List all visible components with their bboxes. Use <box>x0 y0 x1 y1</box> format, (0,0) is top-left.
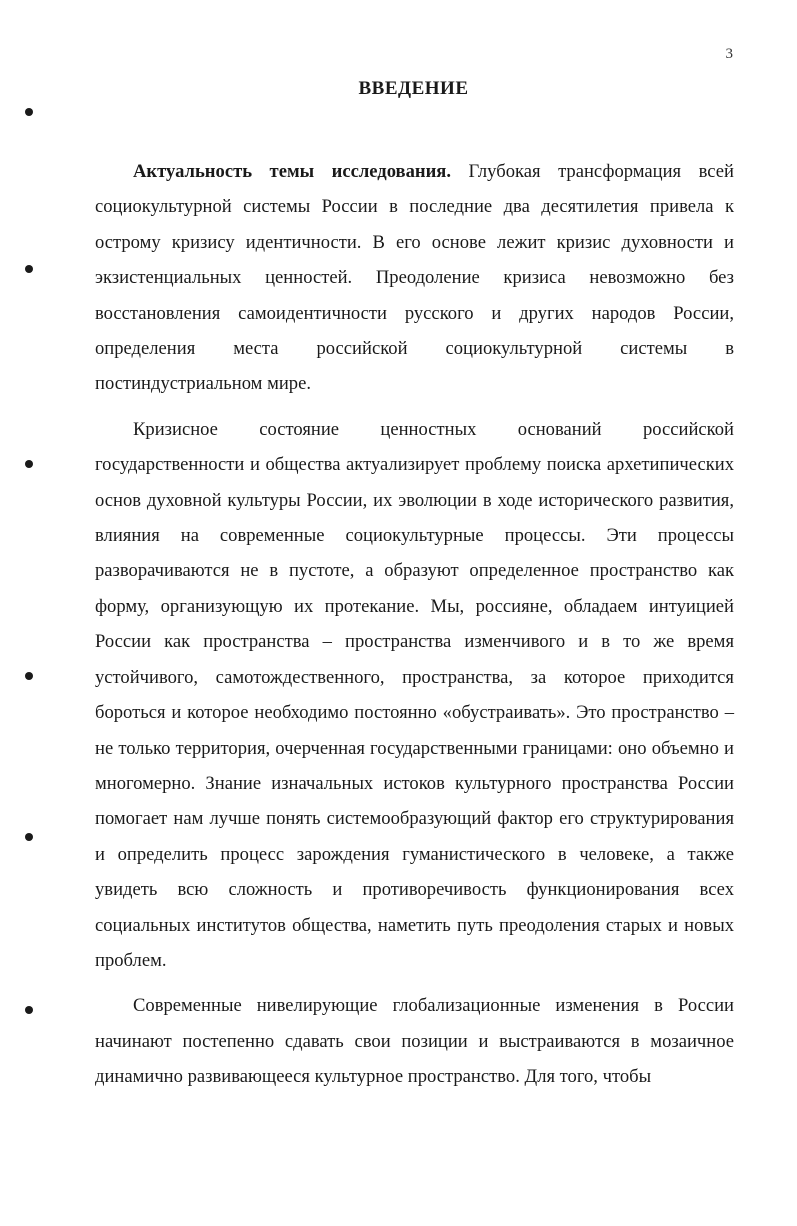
paragraph-globalization: Современные нивелирующие глобализационные изменения в России начинают постепенно сдавать свои позиции и выстраиваются в мозаичное динамично развивающееся культурное пространство. Для того, чтобы <box>95 995 734 1088</box>
punch-hole-mark <box>25 460 33 468</box>
punch-hole-mark <box>25 672 33 680</box>
punch-hole-mark <box>25 833 33 841</box>
page-number: 3 <box>725 46 733 62</box>
paragraph-lead-heading: Актуальность темы исследования. <box>133 161 452 182</box>
punch-hole-mark <box>25 1006 33 1014</box>
document-body <box>95 154 734 1105</box>
punch-hole-mark <box>25 265 33 273</box>
paragraph-crisis: Кризисное состояние ценностных оснований российской государственности и общества актуализирует проблему поиска архетипических основ духовной культуры России, их эволюции в ходе исторического развития, влияния на современные социокультурные процессы. Эти процессы разворачиваются не в пустоте, а образуют определенное пространство как форму, организующую их протекание. Мы, россияне, обладаем интуицией России как пространства – пространства изменчивого и в то же время устойчивого, самотождественного, пространства, за которое приходится бороться и которое необходимо постоянно «обустраивать». Это пространство – не только территория, очерченная государственными границами: оно объемно и многомерно. Знание изначальных истоков культурного пространства России помогает нам лучше понять системообразующий фактор его структурирования и определить процесс зарождения гуманистического в человеке, а также увидеть всю сложность и противоречивость функционирования всех социальных институтов общества, наметить путь преодоления старых и новых проблем. <box>95 418 734 971</box>
paragraph-text: Глубокая трансформация всей социокультурной системы России в последние два десятилетия привела к острому кризису идентичности. В его основе лежит кризис духовности и экзистенциальных ценностей. Преодоление кризиса невозможно без восстановления самоидентичности русского и других народов России, определения места российской социокультурной системы в постиндустриальном мире. <box>95 161 734 395</box>
paragraph-relevance <box>95 154 734 402</box>
page-title: ВВЕДЕНИЕ <box>358 78 469 99</box>
punch-hole-mark <box>25 108 33 116</box>
